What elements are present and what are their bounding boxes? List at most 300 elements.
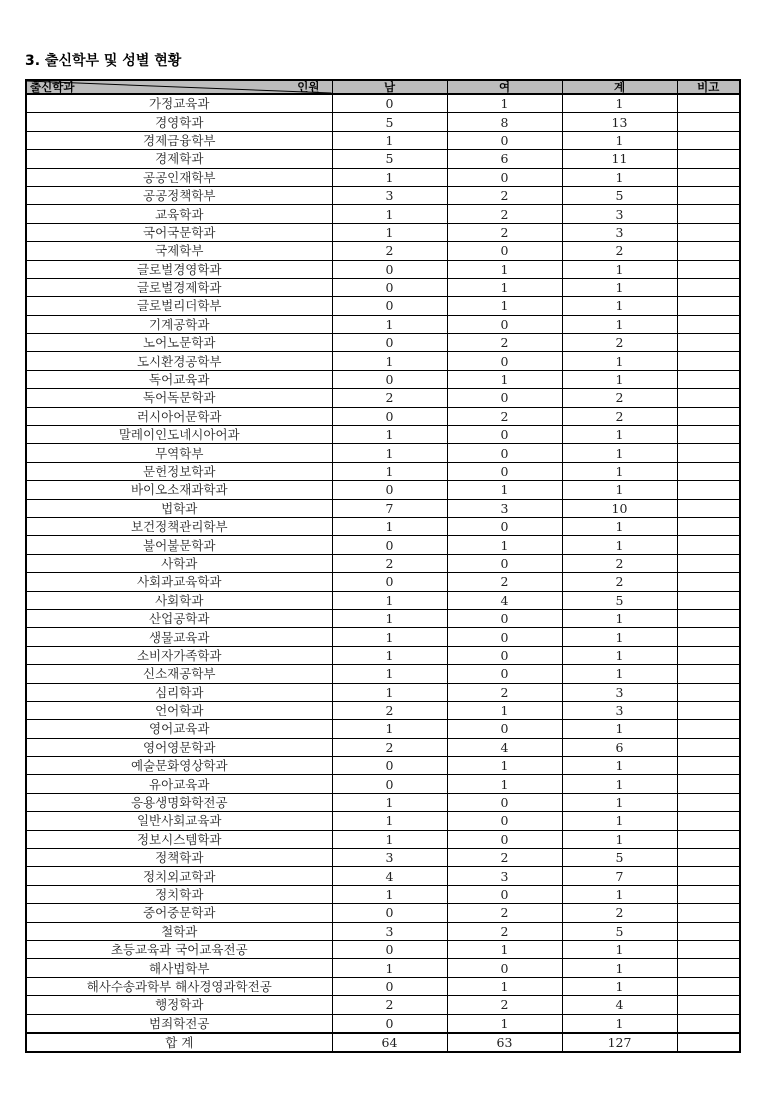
total-count-cell: 1 bbox=[562, 665, 677, 683]
table-row bbox=[26, 683, 740, 701]
dept-cell: 문헌정보학과 bbox=[26, 462, 332, 480]
female-count-cell: 0 bbox=[447, 609, 562, 627]
note-cell bbox=[677, 407, 740, 425]
note-cell bbox=[677, 628, 740, 646]
female-count-cell: 1 bbox=[447, 757, 562, 775]
total-female: 63 bbox=[447, 1033, 562, 1052]
table-row bbox=[26, 867, 740, 885]
dept-cell: 응용생명화학전공 bbox=[26, 793, 332, 811]
dept-cell: 생물교육과 bbox=[26, 628, 332, 646]
note-cell bbox=[677, 867, 740, 885]
total-count-cell: 10 bbox=[562, 499, 677, 517]
total-count-cell: 3 bbox=[562, 223, 677, 241]
dept-cell: 사회과교육학과 bbox=[26, 573, 332, 591]
note-cell bbox=[677, 573, 740, 591]
female-count-cell: 0 bbox=[447, 812, 562, 830]
table-row bbox=[26, 278, 740, 296]
note-cell bbox=[677, 849, 740, 867]
table-row bbox=[26, 297, 740, 315]
count-header-label: 인원 bbox=[297, 80, 320, 94]
total-count-cell: 2 bbox=[562, 242, 677, 260]
table-row bbox=[26, 113, 740, 131]
table-row bbox=[26, 94, 740, 113]
male-count-cell: 0 bbox=[332, 940, 447, 958]
male-count-cell: 4 bbox=[332, 867, 447, 885]
dept-cell: 정치외교학과 bbox=[26, 867, 332, 885]
total-count-cell: 2 bbox=[562, 573, 677, 591]
table-row bbox=[26, 665, 740, 683]
male-count-cell: 2 bbox=[332, 738, 447, 756]
table-row bbox=[26, 793, 740, 811]
note-header: 비고 bbox=[677, 80, 740, 94]
dept-cell: 철학과 bbox=[26, 922, 332, 940]
male-count-cell: 5 bbox=[332, 113, 447, 131]
male-count-cell: 1 bbox=[332, 426, 447, 444]
female-count-cell: 0 bbox=[447, 885, 562, 903]
female-count-cell: 0 bbox=[447, 517, 562, 535]
male-count-cell: 0 bbox=[332, 407, 447, 425]
female-count-cell: 1 bbox=[447, 297, 562, 315]
male-count-cell: 1 bbox=[332, 793, 447, 811]
total-count-cell: 1 bbox=[562, 1014, 677, 1033]
table-row bbox=[26, 407, 740, 425]
table-row bbox=[26, 517, 740, 535]
female-count-cell: 0 bbox=[447, 665, 562, 683]
female-count-cell: 0 bbox=[447, 444, 562, 462]
total-count-cell: 1 bbox=[562, 977, 677, 995]
note-cell bbox=[677, 885, 740, 903]
female-count-cell: 0 bbox=[447, 315, 562, 333]
table-row bbox=[26, 922, 740, 940]
total-sum: 127 bbox=[562, 1033, 677, 1052]
table-row bbox=[26, 940, 740, 958]
male-count-cell: 2 bbox=[332, 996, 447, 1014]
dept-cell: 초등교육과 국어교육전공 bbox=[26, 940, 332, 958]
note-cell bbox=[677, 94, 740, 113]
dept-cell: 해사법학부 bbox=[26, 959, 332, 977]
female-count-cell: 0 bbox=[447, 793, 562, 811]
note-cell bbox=[677, 922, 740, 940]
table-row bbox=[26, 904, 740, 922]
dept-cell: 독어교육과 bbox=[26, 370, 332, 388]
note-cell bbox=[677, 977, 740, 995]
total-row bbox=[26, 1033, 740, 1052]
male-count-cell: 1 bbox=[332, 352, 447, 370]
table-row bbox=[26, 499, 740, 517]
note-cell bbox=[677, 315, 740, 333]
dept-cell: 산업공학과 bbox=[26, 609, 332, 627]
note-cell bbox=[677, 481, 740, 499]
total-count-cell: 1 bbox=[562, 775, 677, 793]
female-header: 여 bbox=[447, 80, 562, 94]
table-row bbox=[26, 885, 740, 903]
female-count-cell: 3 bbox=[447, 867, 562, 885]
female-count-cell: 1 bbox=[447, 775, 562, 793]
dept-cell: 예술문화영상학과 bbox=[26, 757, 332, 775]
dept-cell: 가정교육과 bbox=[26, 94, 332, 113]
female-count-cell: 1 bbox=[447, 977, 562, 995]
male-count-cell: 1 bbox=[332, 131, 447, 149]
female-count-cell: 2 bbox=[447, 904, 562, 922]
female-count-cell: 1 bbox=[447, 536, 562, 554]
male-count-cell: 0 bbox=[332, 536, 447, 554]
female-count-cell: 0 bbox=[447, 959, 562, 977]
note-cell bbox=[677, 426, 740, 444]
note-cell bbox=[677, 223, 740, 241]
note-cell bbox=[677, 591, 740, 609]
table-row bbox=[26, 168, 740, 186]
male-count-cell: 1 bbox=[332, 665, 447, 683]
female-count-cell: 2 bbox=[447, 922, 562, 940]
note-cell bbox=[677, 1014, 740, 1033]
male-count-cell: 0 bbox=[332, 370, 447, 388]
female-count-cell: 0 bbox=[447, 426, 562, 444]
female-count-cell: 0 bbox=[447, 830, 562, 848]
total-count-cell: 1 bbox=[562, 481, 677, 499]
dept-cell: 행정학과 bbox=[26, 996, 332, 1014]
dept-cell: 독어독문학과 bbox=[26, 389, 332, 407]
note-cell bbox=[677, 996, 740, 1014]
total-count-cell: 5 bbox=[562, 591, 677, 609]
note-cell bbox=[677, 665, 740, 683]
dept-cell: 정치학과 bbox=[26, 885, 332, 903]
table-row bbox=[26, 1014, 740, 1033]
table-row bbox=[26, 812, 740, 830]
female-count-cell: 0 bbox=[447, 352, 562, 370]
total-count-cell: 1 bbox=[562, 628, 677, 646]
female-count-cell: 2 bbox=[447, 573, 562, 591]
dept-cell: 기계공학과 bbox=[26, 315, 332, 333]
male-count-cell: 1 bbox=[332, 462, 447, 480]
note-cell bbox=[677, 168, 740, 186]
note-cell bbox=[677, 517, 740, 535]
male-count-cell: 1 bbox=[332, 812, 447, 830]
female-count-cell: 1 bbox=[447, 94, 562, 113]
total-count-cell: 4 bbox=[562, 996, 677, 1014]
table-row bbox=[26, 849, 740, 867]
table-row bbox=[26, 996, 740, 1014]
female-count-cell: 1 bbox=[447, 481, 562, 499]
female-count-cell: 4 bbox=[447, 738, 562, 756]
total-count-cell: 1 bbox=[562, 352, 677, 370]
male-count-cell: 1 bbox=[332, 444, 447, 462]
male-count-cell: 2 bbox=[332, 242, 447, 260]
total-count-cell: 1 bbox=[562, 793, 677, 811]
note-cell bbox=[677, 260, 740, 278]
table-row bbox=[26, 462, 740, 480]
table-row bbox=[26, 186, 740, 204]
table-header-row bbox=[26, 80, 740, 94]
total-note bbox=[677, 1033, 740, 1052]
female-count-cell: 3 bbox=[447, 499, 562, 517]
dept-cell: 정보시스템학과 bbox=[26, 830, 332, 848]
male-count-cell: 2 bbox=[332, 554, 447, 572]
female-count-cell: 0 bbox=[447, 628, 562, 646]
note-cell bbox=[677, 904, 740, 922]
male-count-cell: 1 bbox=[332, 223, 447, 241]
male-count-cell: 0 bbox=[332, 757, 447, 775]
total-count-cell: 1 bbox=[562, 959, 677, 977]
note-cell bbox=[677, 150, 740, 168]
male-count-cell: 0 bbox=[332, 977, 447, 995]
male-count-cell: 3 bbox=[332, 849, 447, 867]
total-count-cell: 13 bbox=[562, 113, 677, 131]
note-cell bbox=[677, 113, 740, 131]
table-row bbox=[26, 389, 740, 407]
note-cell bbox=[677, 812, 740, 830]
table-row bbox=[26, 646, 740, 664]
section-title: 3. 출신학부 및 성별 현황 bbox=[25, 53, 182, 69]
table-row bbox=[26, 977, 740, 995]
note-cell bbox=[677, 609, 740, 627]
department-gender-table bbox=[25, 79, 741, 1053]
note-cell bbox=[677, 757, 740, 775]
dept-cell: 공공정책학부 bbox=[26, 186, 332, 204]
table-row bbox=[26, 205, 740, 223]
note-cell bbox=[677, 278, 740, 296]
note-cell bbox=[677, 830, 740, 848]
male-count-cell: 0 bbox=[332, 297, 447, 315]
total-count-cell: 1 bbox=[562, 940, 677, 958]
table-row bbox=[26, 775, 740, 793]
male-count-cell: 1 bbox=[332, 517, 447, 535]
table-row bbox=[26, 242, 740, 260]
total-count-cell: 1 bbox=[562, 260, 677, 278]
total-count-cell: 1 bbox=[562, 646, 677, 664]
male-count-cell: 2 bbox=[332, 701, 447, 719]
male-count-cell: 7 bbox=[332, 499, 447, 517]
male-count-cell: 0 bbox=[332, 334, 447, 352]
male-count-cell: 0 bbox=[332, 481, 447, 499]
total-count-cell: 3 bbox=[562, 683, 677, 701]
dept-cell: 말레이인도네시아어과 bbox=[26, 426, 332, 444]
total-count-cell: 1 bbox=[562, 536, 677, 554]
total-count-cell: 11 bbox=[562, 150, 677, 168]
female-count-cell: 1 bbox=[447, 701, 562, 719]
note-cell bbox=[677, 186, 740, 204]
table-body bbox=[26, 94, 740, 1033]
male-count-cell: 1 bbox=[332, 830, 447, 848]
dept-cell: 국제학부 bbox=[26, 242, 332, 260]
total-count-cell: 2 bbox=[562, 407, 677, 425]
table-row bbox=[26, 131, 740, 149]
note-cell bbox=[677, 683, 740, 701]
total-count-cell: 1 bbox=[562, 812, 677, 830]
female-count-cell: 1 bbox=[447, 278, 562, 296]
table-row bbox=[26, 738, 740, 756]
male-count-cell: 0 bbox=[332, 904, 447, 922]
total-count-cell: 1 bbox=[562, 517, 677, 535]
total-count-cell: 1 bbox=[562, 830, 677, 848]
dept-cell: 소비자가족학과 bbox=[26, 646, 332, 664]
female-count-cell: 0 bbox=[447, 646, 562, 664]
dept-cell: 심리학과 bbox=[26, 683, 332, 701]
note-cell bbox=[677, 370, 740, 388]
male-count-cell: 3 bbox=[332, 186, 447, 204]
female-count-cell: 0 bbox=[447, 242, 562, 260]
male-count-cell: 1 bbox=[332, 646, 447, 664]
female-count-cell: 1 bbox=[447, 260, 562, 278]
note-cell bbox=[677, 462, 740, 480]
male-count-cell: 1 bbox=[332, 683, 447, 701]
dept-cell: 글로벌리더학부 bbox=[26, 297, 332, 315]
table-row bbox=[26, 573, 740, 591]
table-row bbox=[26, 315, 740, 333]
male-count-cell: 0 bbox=[332, 573, 447, 591]
male-count-cell: 0 bbox=[332, 1014, 447, 1033]
note-cell bbox=[677, 205, 740, 223]
total-header: 계 bbox=[562, 80, 677, 94]
dept-cell: 일반사회교육과 bbox=[26, 812, 332, 830]
note-cell bbox=[677, 793, 740, 811]
table-row bbox=[26, 352, 740, 370]
table-row bbox=[26, 334, 740, 352]
male-count-cell: 1 bbox=[332, 591, 447, 609]
female-count-cell: 1 bbox=[447, 940, 562, 958]
total-count-cell: 5 bbox=[562, 849, 677, 867]
dept-cell: 범죄학전공 bbox=[26, 1014, 332, 1033]
total-count-cell: 1 bbox=[562, 426, 677, 444]
table-row bbox=[26, 536, 740, 554]
dept-cell: 교육학과 bbox=[26, 205, 332, 223]
total-count-cell: 2 bbox=[562, 389, 677, 407]
table-row bbox=[26, 757, 740, 775]
total-count-cell: 5 bbox=[562, 186, 677, 204]
note-cell bbox=[677, 131, 740, 149]
male-count-cell: 1 bbox=[332, 315, 447, 333]
female-count-cell: 1 bbox=[447, 370, 562, 388]
female-count-cell: 2 bbox=[447, 849, 562, 867]
total-count-cell: 1 bbox=[562, 278, 677, 296]
female-count-cell: 2 bbox=[447, 334, 562, 352]
note-cell bbox=[677, 646, 740, 664]
total-count-cell: 1 bbox=[562, 131, 677, 149]
total-count-cell: 1 bbox=[562, 462, 677, 480]
note-cell bbox=[677, 940, 740, 958]
female-count-cell: 0 bbox=[447, 389, 562, 407]
dept-header-label: 출신학과 bbox=[30, 80, 75, 94]
dept-cell: 글로벌경영학과 bbox=[26, 260, 332, 278]
table-row bbox=[26, 591, 740, 609]
dept-cell: 무역학부 bbox=[26, 444, 332, 462]
dept-cell: 사회학과 bbox=[26, 591, 332, 609]
table-row bbox=[26, 223, 740, 241]
note-cell bbox=[677, 554, 740, 572]
female-count-cell: 2 bbox=[447, 407, 562, 425]
female-count-cell: 2 bbox=[447, 186, 562, 204]
male-count-cell: 0 bbox=[332, 260, 447, 278]
female-count-cell: 8 bbox=[447, 113, 562, 131]
male-header: 남 bbox=[332, 80, 447, 94]
total-count-cell: 3 bbox=[562, 205, 677, 223]
total-count-cell: 1 bbox=[562, 720, 677, 738]
female-count-cell: 0 bbox=[447, 462, 562, 480]
table-row bbox=[26, 444, 740, 462]
female-count-cell: 0 bbox=[447, 554, 562, 572]
total-count-cell: 2 bbox=[562, 554, 677, 572]
total-count-cell: 1 bbox=[562, 94, 677, 113]
male-count-cell: 1 bbox=[332, 885, 447, 903]
total-count-cell: 6 bbox=[562, 738, 677, 756]
dept-cell: 사학과 bbox=[26, 554, 332, 572]
note-cell bbox=[677, 444, 740, 462]
table-row bbox=[26, 720, 740, 738]
total-count-cell: 1 bbox=[562, 444, 677, 462]
dept-cell: 경제금융학부 bbox=[26, 131, 332, 149]
note-cell bbox=[677, 242, 740, 260]
dept-cell: 경제학과 bbox=[26, 150, 332, 168]
dept-cell: 중어중문학과 bbox=[26, 904, 332, 922]
female-count-cell: 6 bbox=[447, 150, 562, 168]
total-count-cell: 1 bbox=[562, 168, 677, 186]
dept-cell: 해사수송과학부 해사경영과학전공 bbox=[26, 977, 332, 995]
dept-cell: 보건정책관리학부 bbox=[26, 517, 332, 535]
dept-cell: 정책학과 bbox=[26, 849, 332, 867]
table-row bbox=[26, 628, 740, 646]
total-count-cell: 2 bbox=[562, 904, 677, 922]
dept-cell: 언어학과 bbox=[26, 701, 332, 719]
total-label: 합 계 bbox=[26, 1033, 332, 1052]
dept-cell: 영어교육과 bbox=[26, 720, 332, 738]
total-count-cell: 2 bbox=[562, 334, 677, 352]
table-row bbox=[26, 481, 740, 499]
note-cell bbox=[677, 389, 740, 407]
total-count-cell: 3 bbox=[562, 701, 677, 719]
note-cell bbox=[677, 701, 740, 719]
dept-cell: 법학과 bbox=[26, 499, 332, 517]
note-cell bbox=[677, 738, 740, 756]
note-cell bbox=[677, 334, 740, 352]
total-male: 64 bbox=[332, 1033, 447, 1052]
table-row bbox=[26, 150, 740, 168]
female-count-cell: 2 bbox=[447, 223, 562, 241]
dept-cell: 바이오소재과학과 bbox=[26, 481, 332, 499]
note-cell bbox=[677, 959, 740, 977]
table-row bbox=[26, 959, 740, 977]
diagonal-header-cell bbox=[26, 80, 332, 94]
dept-cell: 경영학과 bbox=[26, 113, 332, 131]
table-row bbox=[26, 554, 740, 572]
table-row bbox=[26, 701, 740, 719]
female-count-cell: 2 bbox=[447, 683, 562, 701]
male-count-cell: 0 bbox=[332, 278, 447, 296]
female-count-cell: 1 bbox=[447, 1014, 562, 1033]
male-count-cell: 0 bbox=[332, 775, 447, 793]
table-row bbox=[26, 609, 740, 627]
total-count-cell: 1 bbox=[562, 885, 677, 903]
male-count-cell: 5 bbox=[332, 150, 447, 168]
note-cell bbox=[677, 720, 740, 738]
note-cell bbox=[677, 297, 740, 315]
female-count-cell: 0 bbox=[447, 168, 562, 186]
male-count-cell: 1 bbox=[332, 609, 447, 627]
total-count-cell: 5 bbox=[562, 922, 677, 940]
male-count-cell: 3 bbox=[332, 922, 447, 940]
female-count-cell: 2 bbox=[447, 205, 562, 223]
dept-cell: 유아교육과 bbox=[26, 775, 332, 793]
table-row bbox=[26, 370, 740, 388]
dept-cell: 불어불문학과 bbox=[26, 536, 332, 554]
dept-cell: 도시환경공학부 bbox=[26, 352, 332, 370]
note-cell bbox=[677, 499, 740, 517]
male-count-cell: 1 bbox=[332, 628, 447, 646]
dept-cell: 국어국문학과 bbox=[26, 223, 332, 241]
table-row bbox=[26, 426, 740, 444]
total-count-cell: 1 bbox=[562, 609, 677, 627]
note-cell bbox=[677, 536, 740, 554]
male-count-cell: 0 bbox=[332, 94, 447, 113]
dept-cell: 영어영문학과 bbox=[26, 738, 332, 756]
